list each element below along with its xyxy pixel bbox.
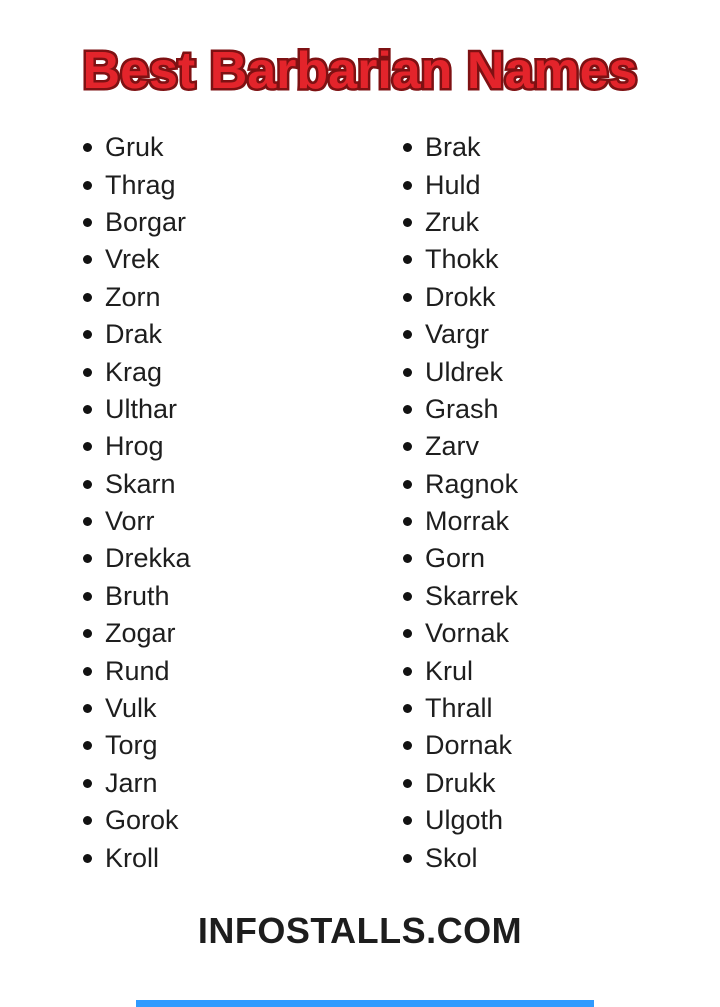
bullet-icon [403,629,412,638]
name-label: Ulgoth [425,805,504,836]
list-item [83,839,403,876]
list-item [83,316,403,353]
name-label: Torg [105,730,158,761]
bullet-icon [403,554,412,563]
list-item [403,578,720,615]
bullet-icon [403,255,412,264]
list-item [403,353,720,390]
bullet-icon [83,741,92,750]
bullet-icon [403,480,412,489]
name-label: Thokk [425,244,499,275]
list-item [83,353,403,390]
list-item [83,166,403,203]
list-item [403,129,720,166]
bullet-icon [403,442,412,451]
bullet-icon [83,442,92,451]
bullet-icon [83,779,92,788]
name-label: Gorok [105,805,179,836]
name-label: Gorn [425,543,486,574]
site-footer: INFOSTALLS.COM [197,910,523,951]
list-item [83,503,403,540]
list-item [403,540,720,577]
list-item [403,839,720,876]
list-item [403,204,720,241]
bullet-icon [83,704,92,713]
bullet-icon [403,218,412,227]
name-label: Skarn [105,468,176,499]
name-label: Vorr [105,506,155,537]
name-label: Jarn [105,767,158,798]
name-label: Drekka [105,543,191,574]
name-list-left [83,129,403,877]
list-item [403,765,720,802]
bullet-icon [403,854,412,863]
bullet-icon [403,293,412,302]
list-item [83,727,403,764]
name-label: Zarv [425,431,479,462]
list-item [403,615,720,652]
name-label: Morrak [425,506,510,537]
list-item [83,204,403,241]
name-label: Brak [425,132,481,163]
bullet-icon [83,218,92,227]
name-label: Skarrek [425,580,519,611]
bullet-icon [403,368,412,377]
bullet-icon [83,554,92,563]
name-label: Gruk [105,132,164,163]
name-label: Bruth [105,580,170,611]
name-label: Kroll [105,842,160,873]
page-title: Best Barbarian Names [82,42,638,100]
bullet-icon [403,405,412,414]
name-label: Ragnok [425,468,519,499]
bullet-icon [403,330,412,339]
bullet-icon [83,368,92,377]
list-item [403,690,720,727]
list-item [83,578,403,615]
bullet-icon [403,741,412,750]
bullet-icon [83,854,92,863]
bullet-icon [83,629,92,638]
name-label: Zorn [105,281,161,312]
bottom-accent-bar [136,1000,594,1007]
bullet-icon [403,667,412,676]
bullet-icon [403,143,412,152]
list-item [83,802,403,839]
list-item [403,316,720,353]
bullet-icon [403,181,412,190]
list-item [83,765,403,802]
name-label: Zogar [105,618,176,649]
list-item [83,241,403,278]
name-label: Drak [105,319,163,350]
list-item [83,466,403,503]
list-item [83,428,403,465]
list-item [83,615,403,652]
name-label: Thrag [105,169,176,200]
list-item [83,540,403,577]
list-item [403,802,720,839]
bullet-icon [83,181,92,190]
name-label: Vulk [105,693,157,724]
bullet-icon [83,816,92,825]
bullet-icon [83,517,92,526]
bullet-icon [83,255,92,264]
list-item [83,391,403,428]
list-item [403,727,720,764]
name-label: Vargr [425,319,490,350]
name-label: Krul [425,655,474,686]
list-item [403,391,720,428]
list-item [403,279,720,316]
list-item [83,690,403,727]
name-lists [83,129,720,877]
bullet-icon [403,816,412,825]
bullet-icon [83,143,92,152]
name-label: Thrall [425,693,493,724]
list-item [403,652,720,689]
name-label: Hrog [105,431,164,462]
name-label: Rund [105,655,170,686]
name-label: Borgar [105,206,187,237]
list-item [403,503,720,540]
name-label: Krag [105,356,163,387]
name-label: Drukk [425,767,496,798]
bullet-icon [83,667,92,676]
name-label: Uldrek [425,356,504,387]
bullet-icon [403,704,412,713]
list-item [403,166,720,203]
bullet-icon [83,330,92,339]
bullet-icon [83,405,92,414]
list-item [83,129,403,166]
bullet-icon [83,480,92,489]
list-item [403,241,720,278]
bullet-icon [83,293,92,302]
name-label: Skol [425,842,478,873]
name-label: Drokk [425,281,496,312]
bullet-icon [403,592,412,601]
list-item [83,652,403,689]
list-item [83,279,403,316]
bullet-icon [403,779,412,788]
name-label: Vrek [105,244,160,275]
name-list-right [403,129,720,877]
name-label: Vornak [425,618,510,649]
name-label: Zruk [425,206,479,237]
name-label: Grash [425,393,499,424]
name-label: Ulthar [105,393,178,424]
bullet-icon [403,517,412,526]
list-item [403,428,720,465]
name-label: Dornak [425,730,513,761]
list-item [403,466,720,503]
name-label: Huld [425,169,481,200]
bullet-icon [83,592,92,601]
